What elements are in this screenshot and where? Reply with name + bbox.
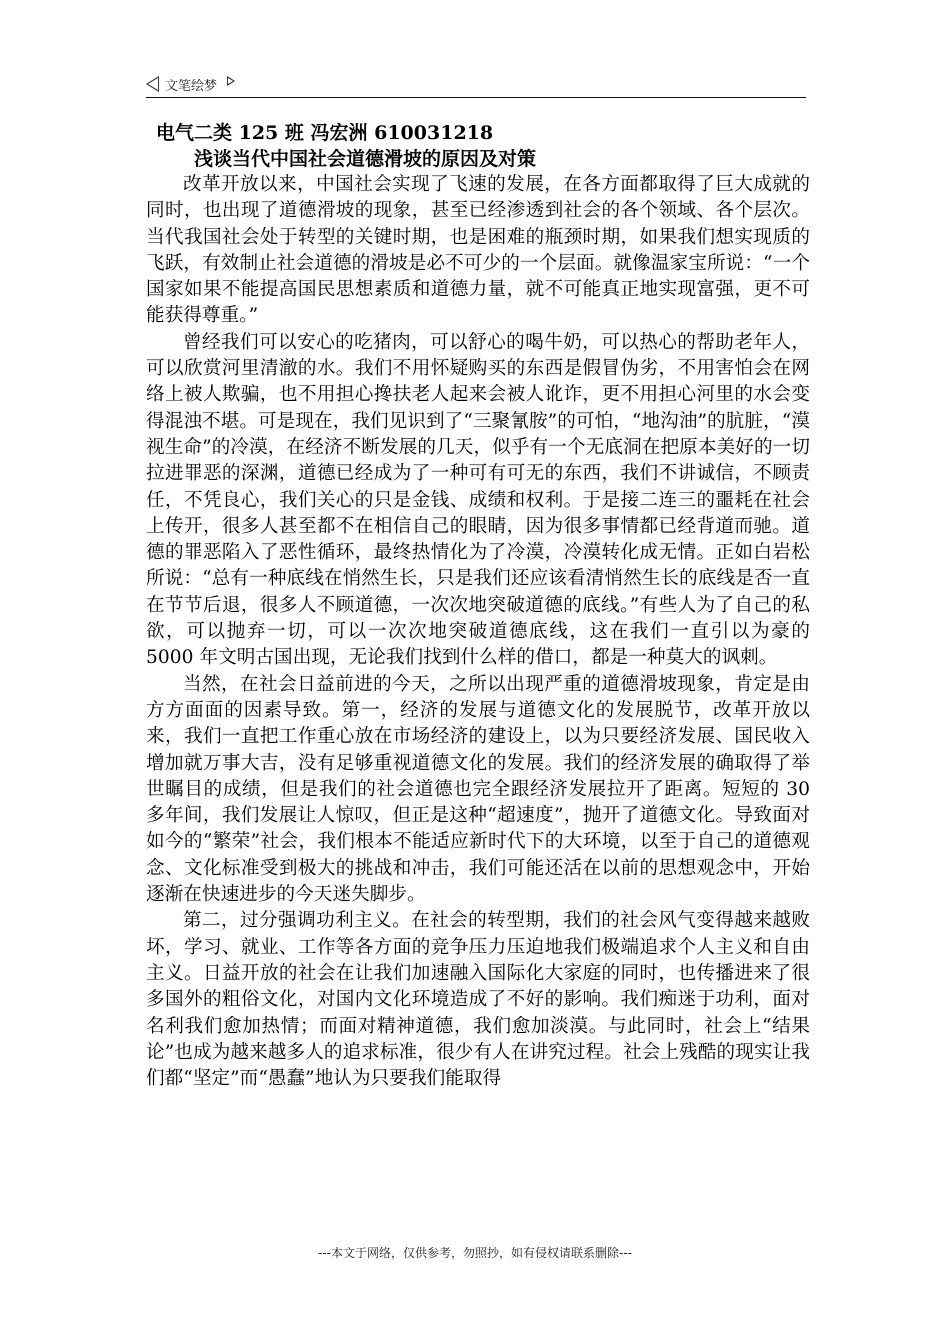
page-header xyxy=(146,72,235,96)
page-footer-notice: ---本文于网络，仅供参考，勿照抄，如有侵权请联系删除--- xyxy=(318,1246,632,1260)
document-title: 浅谈当代中国社会道德滑坡的原因及对策 xyxy=(194,148,537,170)
triangle-right-icon xyxy=(227,76,235,86)
author-line: 电气二类 125 班 冯宏洲 610031218 xyxy=(156,122,494,144)
header-brand: 文笔绘梦 xyxy=(165,78,218,94)
paragraph-cause-one: 当然，在社会日益前进的今天，之所以出现严重的道德滑坡现象，肯定是由方方面面的因素导致。第一，经济的发展与道德文化的发展脱节，改革开放以来，我们一直把工作重心放在市场经济的建设上，以为只要经济发展、国民收入增加就万事大吉，没有足够重视道德文化的发展。我们的经济发展的确取得了举世瞩目的成绩，但是我们的社会道德也完全跟经济发展拉开了距离。短短的 30 多年间，我们发展让人惊叹，但正是这种“超速度”，抛开了道德文化。导致面对如今的“繁荣”社会，我们根本不能适应新时代下的大环境，以至于自己的道德观念、文化标准受到极大的挑战和冲击，我们可能还活在以前的思想观念中，开始逐渐在快速进步的今天迷失脚步。 xyxy=(146,673,810,906)
document-body xyxy=(146,120,810,1092)
paragraph-past-and-present: 曾经我们可以安心的吃猪肉，可以舒心的喝牛奶，可以热心的帮助老年人，可以欣赏河里清澈的水。我们不用怀疑购买的东西是假冒伪劣，不用害怕会在网络上被人欺骗，也不用担心搀扶老人起来会被人讹诈，更不用担心河里的水会变得混浊不堪。可是现在，我们见识到了“三聚氰胺”的可怕，“地沟油”的肮脏，“漠视生命”的冷漠，在经济不断发展的几天，似乎有一个无底洞在把原本美好的一切拉进罪恶的深渊，道德已经成为了一种可有可无的东西，我们不讲诚信，不顾责任，不凭良心，我们关心的只是金钱、成绩和权利。于是接二连三的噩耗在社会上传开，很多人甚至都不在相信自己的眼睛，因为很多事情都已经背道而驰。道德的罪恶陷入了恶性循环，最终热情化为了冷漠，冷漠转化成无情。正如白岩松所说：“总有一种底线在悄然生长，只是我们还应该看清悄然生长的底线是否一直在节节后退，很多人不顾道德，一次次地突破道德的底线。”有些人为了自己的私欲，可以抛弃一切，可以一次次地突破道德底线，这在我们一直引以为豪的 5000 年文明古国出现，无论我们找到什么样的借口，都是一种莫大的讽刺。 xyxy=(146,331,810,669)
paragraph-intro: 改革开放以来，中国社会实现了飞速的发展，在各方面都取得了巨大成就的同时，也出现了道德滑坡的现象，甚至已经渗透到社会的各个领域、各个层次。当代我国社会处于转型的关键时期，也是困难的瓶颈时期，如果我们想实现质的飞跃，有效制止社会道德的滑坡是必不可少的一个层面。就像温家宝所说：“一个国家如果不能提高国民思想素质和道德力量，就不可能真正地实现富强，更不可能获得尊重。” xyxy=(146,174,810,327)
header-divider xyxy=(146,97,806,98)
triangle-left-icon xyxy=(146,76,159,92)
paragraph-cause-two: 第二，过分强调功利主义。在社会的转型期，我们的社会风气变得越来越败坏，学习、就业、工作等各方面的竞争压力压迫地我们极端追求个人主义和自由主义。日益开放的社会在让我们加速融入国际化大家庭的同时，也传播进来了很多国外的粗俗文化，对国内文化环境造成了不好的影响。我们痴迷于功利，面对名利我们愈加热情；而面对精神道德，我们愈加淡漠。与此同时，社会上“结果论”也成为越来越多人的追求标准，很少有人在讲究过程。社会上残酷的现实让我们都“坚定”而“愚蠢”地认为只要我们能取得 xyxy=(146,910,810,1090)
